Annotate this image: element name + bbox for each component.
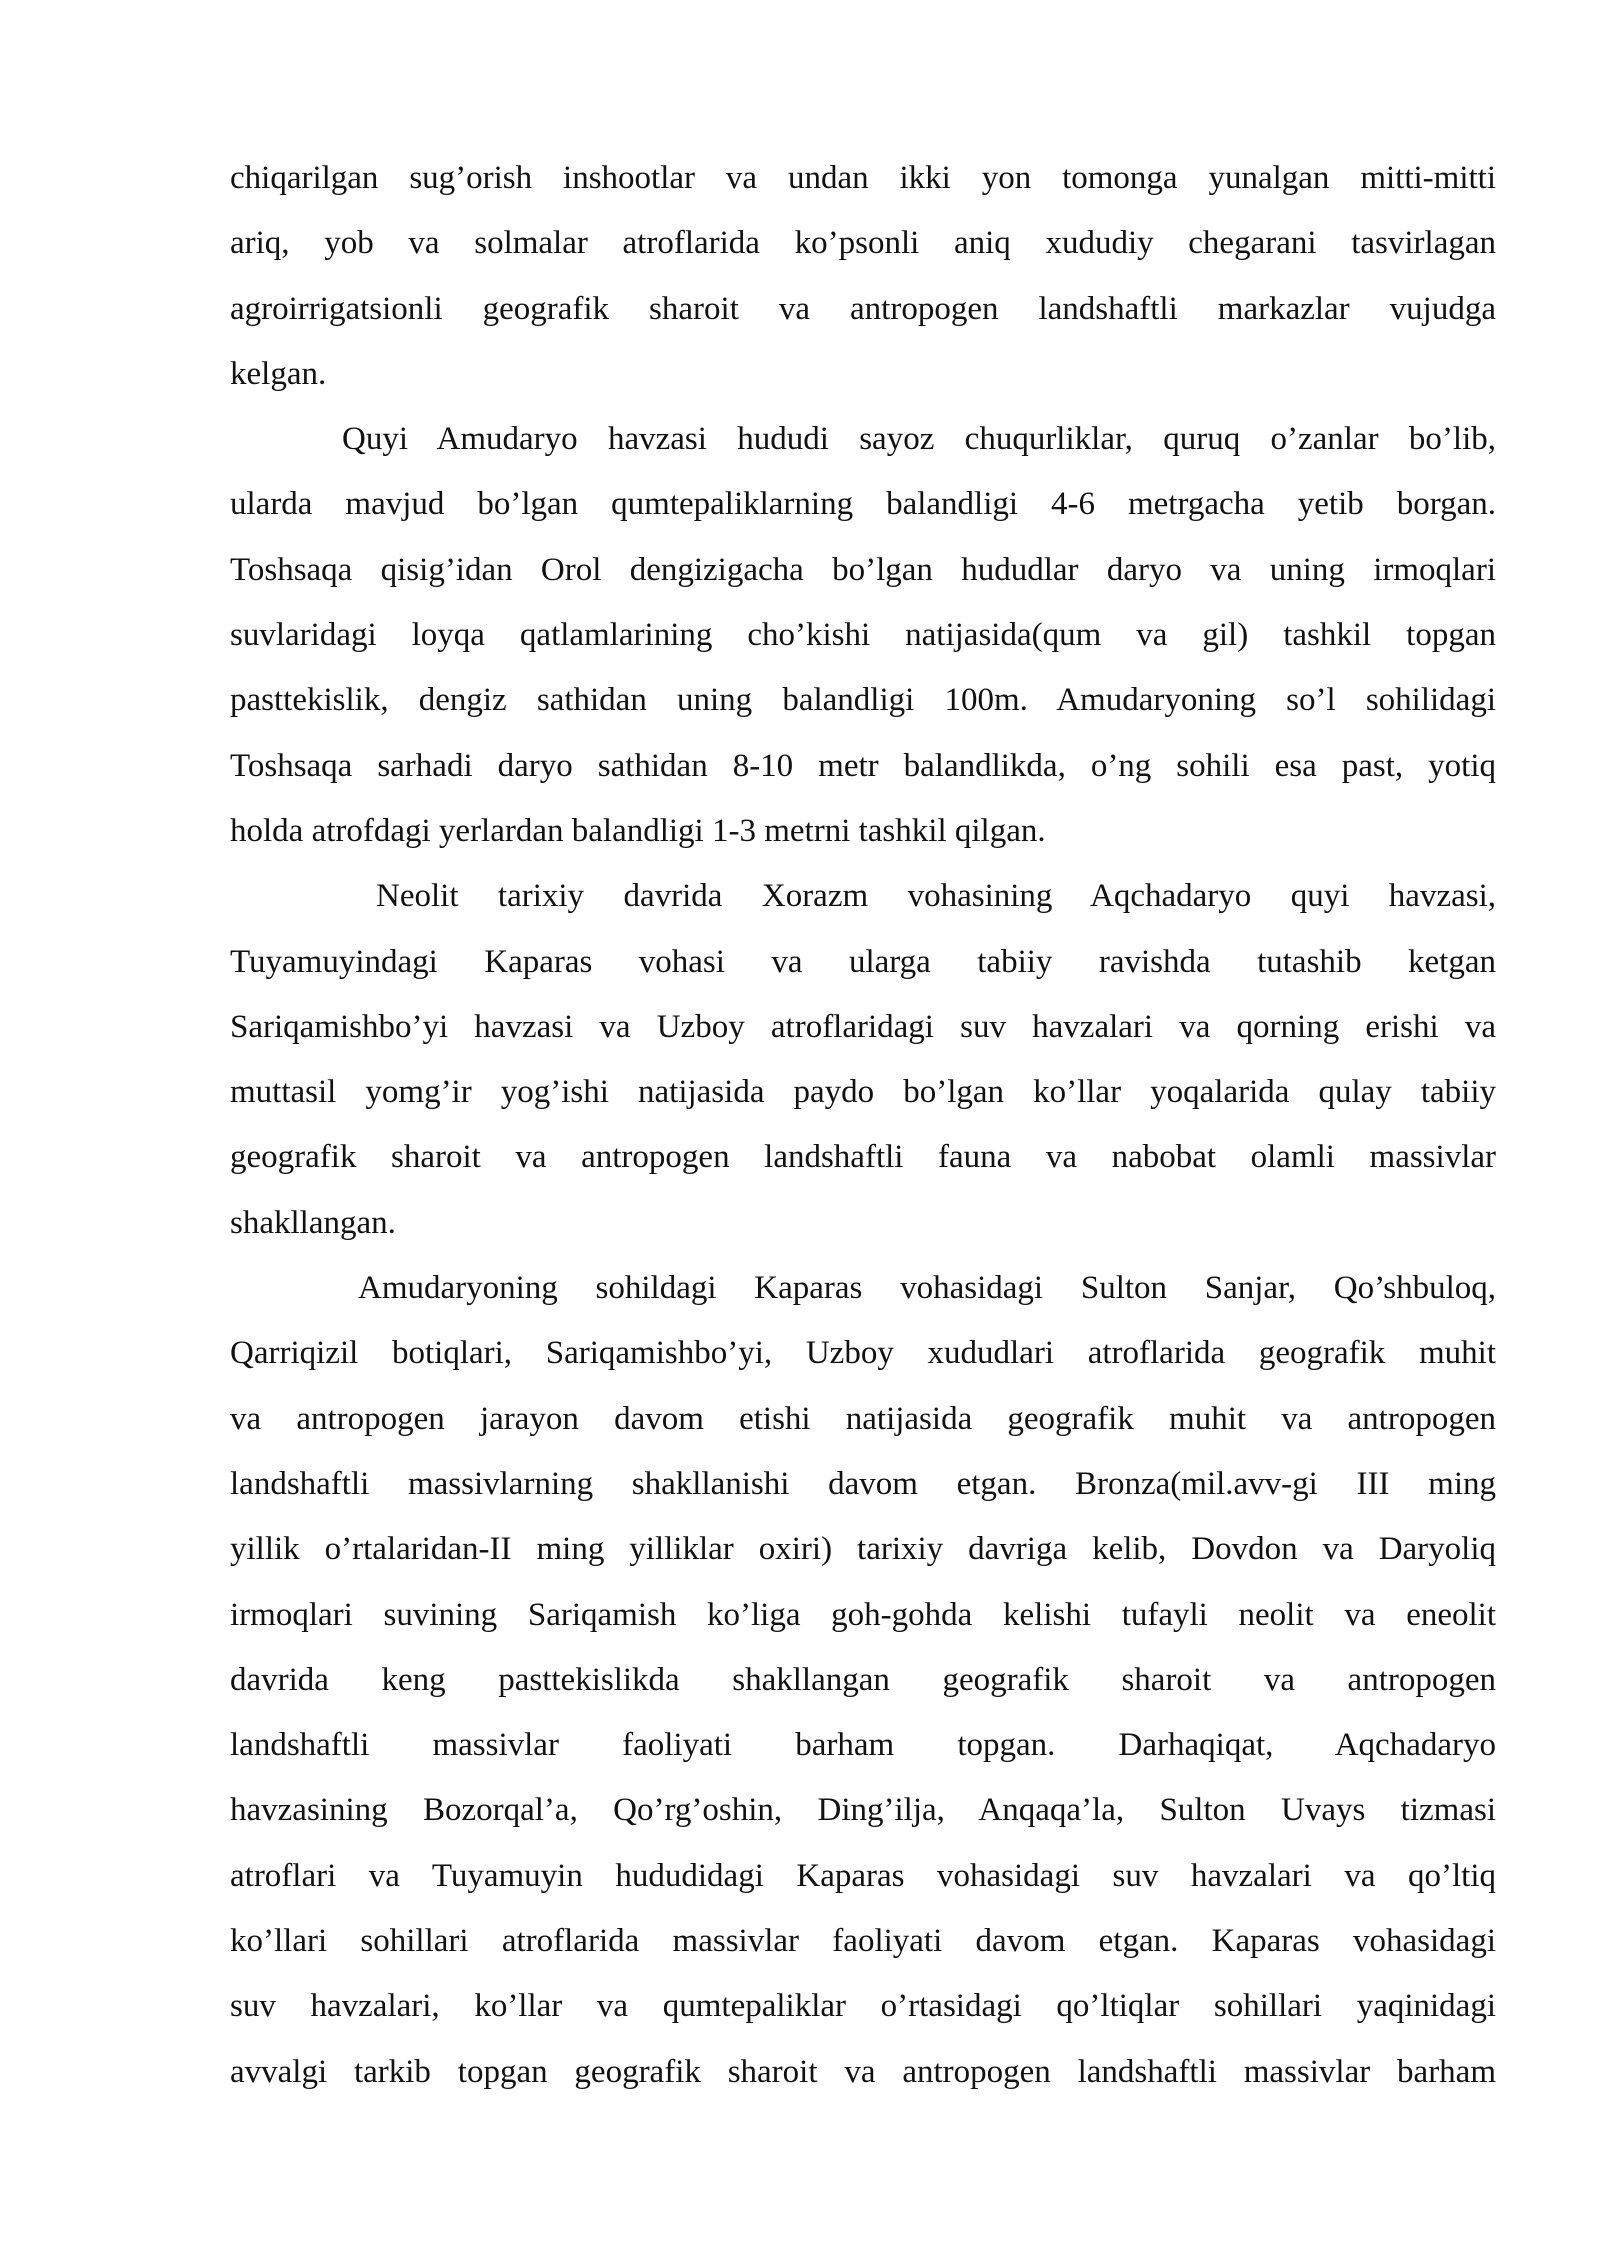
text-line: avvalgi tarkib topgan geografik sharoit va antropogen landshaftli massivlar barham [230, 2053, 1496, 2090]
paragraph [230, 864, 1496, 1256]
text-line: landshaftli massivlarning shakllanishi davom etgan. Bronza(mil.avv-gi III ming [230, 1465, 1496, 1502]
text-line: geografik sharoit va antropogen landshaftli fauna va nabobat olamli massivlar [230, 1139, 1496, 1176]
text-line: shakllangan. [230, 1204, 396, 1241]
text-line: agroirrigatsionli geografik sharoit va antropogen landshaftli markazlar vujudga [230, 290, 1496, 327]
text-line: yillik o’rtalaridan-II ming yilliklar oxiri) tarixiy davriga kelib, Dovdon va Daryoliq [230, 1531, 1496, 1568]
text-line: holda atrofdagi yerlardan balandligi 1-3 metrni tashkil qilgan. [230, 812, 1046, 849]
text-line: muttasil yomg’ir yog’ishi natijasida paydo bo’lgan ko’llar yoqalarida qulay tabiiy [230, 1074, 1496, 1111]
text-line: ko’llari sohillari atroflarida massivlar faoliyati davom etgan. Kaparas vohasidagi [230, 1923, 1496, 1960]
text-line: atroflari va Tuyamuyin hududidagi Kaparas vohasidagi suv havzalari va qo’ltiq [230, 1857, 1496, 1894]
paragraph [230, 146, 1496, 407]
text-line: ariq, yob va solmalar atroflarida ko’psonli aniq xududiy chegarani tasvirlagan [230, 225, 1496, 262]
text-line: Toshsaqa qisig’idan Orol dengizigacha bo’lgan hududlar daryo va uning irmoqlari [230, 551, 1496, 588]
text-line: landshaftli massivlar faoliyati barham topgan. Darhaqiqat, Aqchadaryo [230, 1727, 1496, 1764]
text-line: Tuyamuyindagi Kaparas vohasi va ularga tabiiy ravishda tutashib ketgan [230, 943, 1496, 980]
text-line: kelgan. [230, 355, 327, 392]
paragraph [230, 407, 1496, 864]
text-line: ularda mavjud bo’lgan qumtepaliklarning balandligi 4-6 metrgacha yetib borgan. [230, 486, 1496, 523]
text-line: Amudaryoning sohildagi Kaparas vohasidagi Sulton Sanjar, Qo’shbuloq, [358, 1270, 1496, 1307]
text-line: suv havzalari, ko’llar va qumtepaliklar o’rtasidagi qo’ltiqlar sohillari yaqinidagi [230, 1988, 1496, 2025]
body-text [230, 146, 1496, 2105]
text-line: davrida keng pasttekislikda shakllangan geografik sharoit va antropogen [230, 1661, 1496, 1698]
text-line: suvlaridagi loyqa qatlamlarining cho’kishi natijasida(qum va gil) tashkil topgan [230, 617, 1496, 654]
text-line: irmoqlari suvining Sariqamish ko’liga goh-gohda kelishi tufayli neolit va eneolit [230, 1596, 1496, 1633]
text-line: pasttekislik, dengiz sathidan uning balandligi 100m. Amudaryoning so’l sohilidagi [230, 682, 1496, 719]
text-line: Toshsaqa sarhadi daryo sathidan 8-10 metr balandlikda, o’ng sohili esa past, yotiq [230, 747, 1496, 784]
text-line: Neolit tarixiy davrida Xorazm vohasining Aqchadaryo quyi havzasi, [376, 878, 1496, 915]
text-line: Sariqamishbo’yi havzasi va Uzboy atroflaridagi suv havzalari va qorning erishi va [230, 1008, 1496, 1045]
text-line: Qarriqizil botiqlari, Sariqamishbo’yi, Uzboy xududlari atroflarida geografik muhit [230, 1335, 1496, 1372]
text-line: va antropogen jarayon davom etishi natijasida geografik muhit va antropogen [230, 1400, 1496, 1437]
text-line: Quyi Amudaryo havzasi hududi sayoz chuqurliklar, quruq o’zanlar bo’lib, [342, 421, 1496, 458]
text-line: havzasining Bozorqal’a, Qo’rg’oshin, Ding’ilja, Anqaqa’la, Sulton Uvays tizmasi [230, 1792, 1496, 1829]
text-line: chiqarilgan sug’orish inshootlar va undan ikki yon tomonga yunalgan mitti-mitti [230, 160, 1496, 196]
paragraph [230, 1256, 1496, 2105]
